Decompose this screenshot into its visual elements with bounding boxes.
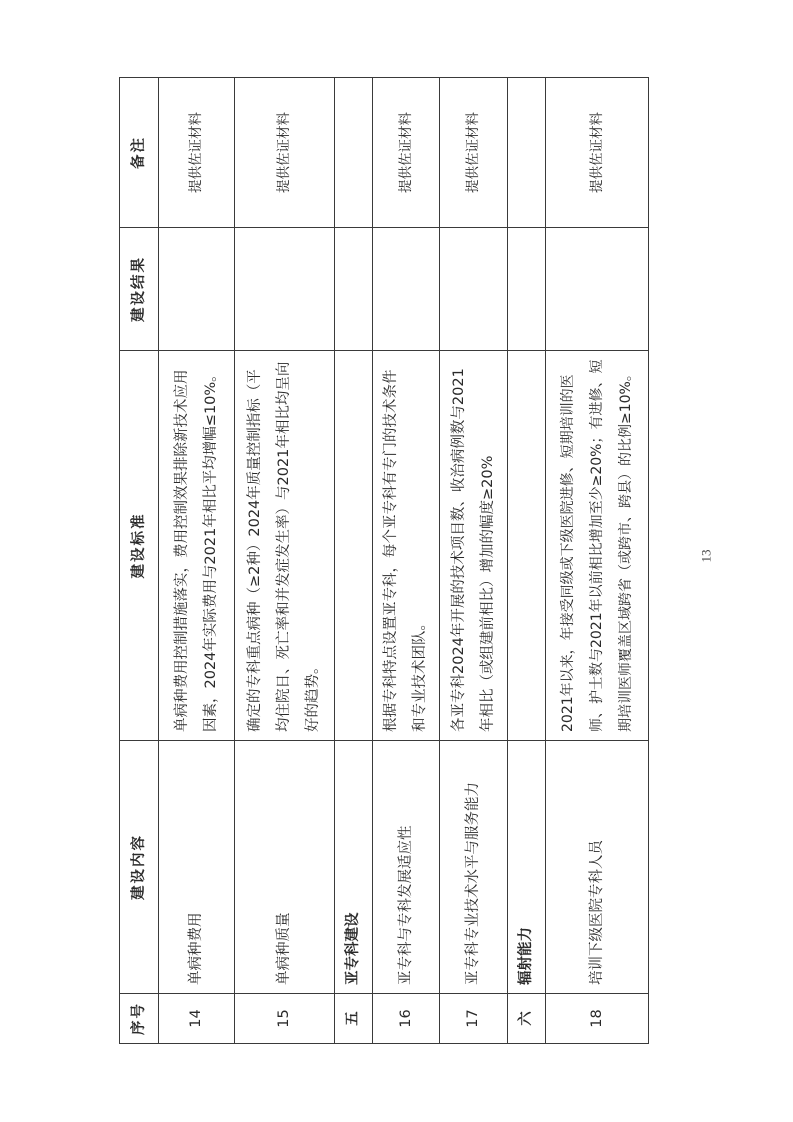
row-remark: 提供佐证材料 — [546, 78, 649, 228]
row-standard: 各亚专科2024年开展的技术项目数、收治病例数与2021年相比（或组建前相比）增加的幅度≥20% — [440, 351, 508, 741]
header-standard: 建设标准 — [120, 351, 159, 741]
section-row — [335, 78, 373, 1044]
row-remark: 提供佐证材料 — [440, 78, 508, 228]
row-content: 单病种费用 — [159, 741, 235, 994]
table-header-row — [120, 78, 159, 1044]
row-standard: 2021年以来，年接受同级或下级医院进修、短期培训的医师、护士数与2021年以前相比增加至少≥20%；有进修、短期培训医师覆盖区域跨省（或跨市、跨县）的比例≥10%。 — [546, 351, 649, 741]
row-content: 培训下级医院专科人员 — [546, 741, 649, 994]
section-row — [508, 78, 546, 1044]
row-remark: 提供佐证材料 — [373, 78, 440, 228]
row-result — [159, 228, 235, 351]
row-remark: 提供佐证材料 — [235, 78, 335, 228]
header-content: 建设内容 — [120, 741, 159, 994]
row-standard: 单病种费用控制措施落实，费用控制效果排除新技术应用因素，2024年实际费用与2021年相比平均增幅≤10%。 — [159, 351, 235, 741]
row-result — [546, 228, 649, 351]
header-result: 建设结果 — [120, 228, 159, 351]
row-result — [373, 228, 440, 351]
row-standard: 根据专科特点设置亚专科，每个亚专科有专门的技术条件和专业技术团队。 — [373, 351, 440, 741]
header-remark: 备注 — [120, 78, 159, 228]
row-remark: 提供佐证材料 — [159, 78, 235, 228]
row-content: 亚专科专业技术水平与服务能力 — [440, 741, 508, 994]
construction-standards-table — [119, 77, 649, 1044]
page-number: 13 — [698, 549, 714, 563]
row-standard: 确定的专科重点病种（≥2种）2024年质量控制指标（平均住院日、死亡率和并发症发生率）与2021年相比均呈向好的趋势。 — [235, 351, 335, 741]
section-no: 五 — [335, 994, 373, 1044]
table-row — [235, 78, 335, 1044]
header-no: 序号 — [120, 994, 159, 1044]
row-no: 17 — [440, 994, 508, 1044]
row-result — [235, 228, 335, 351]
row-no: 15 — [235, 994, 335, 1044]
section-title: 亚专科建设 — [335, 741, 373, 994]
table-row — [440, 78, 508, 1044]
table-row — [546, 78, 649, 1044]
table-row — [159, 78, 235, 1044]
rotated-page-content — [119, 78, 649, 1044]
row-no: 18 — [546, 994, 649, 1044]
row-no: 14 — [159, 994, 235, 1044]
row-no: 16 — [373, 994, 440, 1044]
section-no: 六 — [508, 994, 546, 1044]
row-content: 单病种质量 — [235, 741, 335, 994]
table-row — [373, 78, 440, 1044]
row-content: 亚专科与专科发展适应性 — [373, 741, 440, 994]
section-title: 辐射能力 — [508, 741, 546, 994]
row-result — [440, 228, 508, 351]
